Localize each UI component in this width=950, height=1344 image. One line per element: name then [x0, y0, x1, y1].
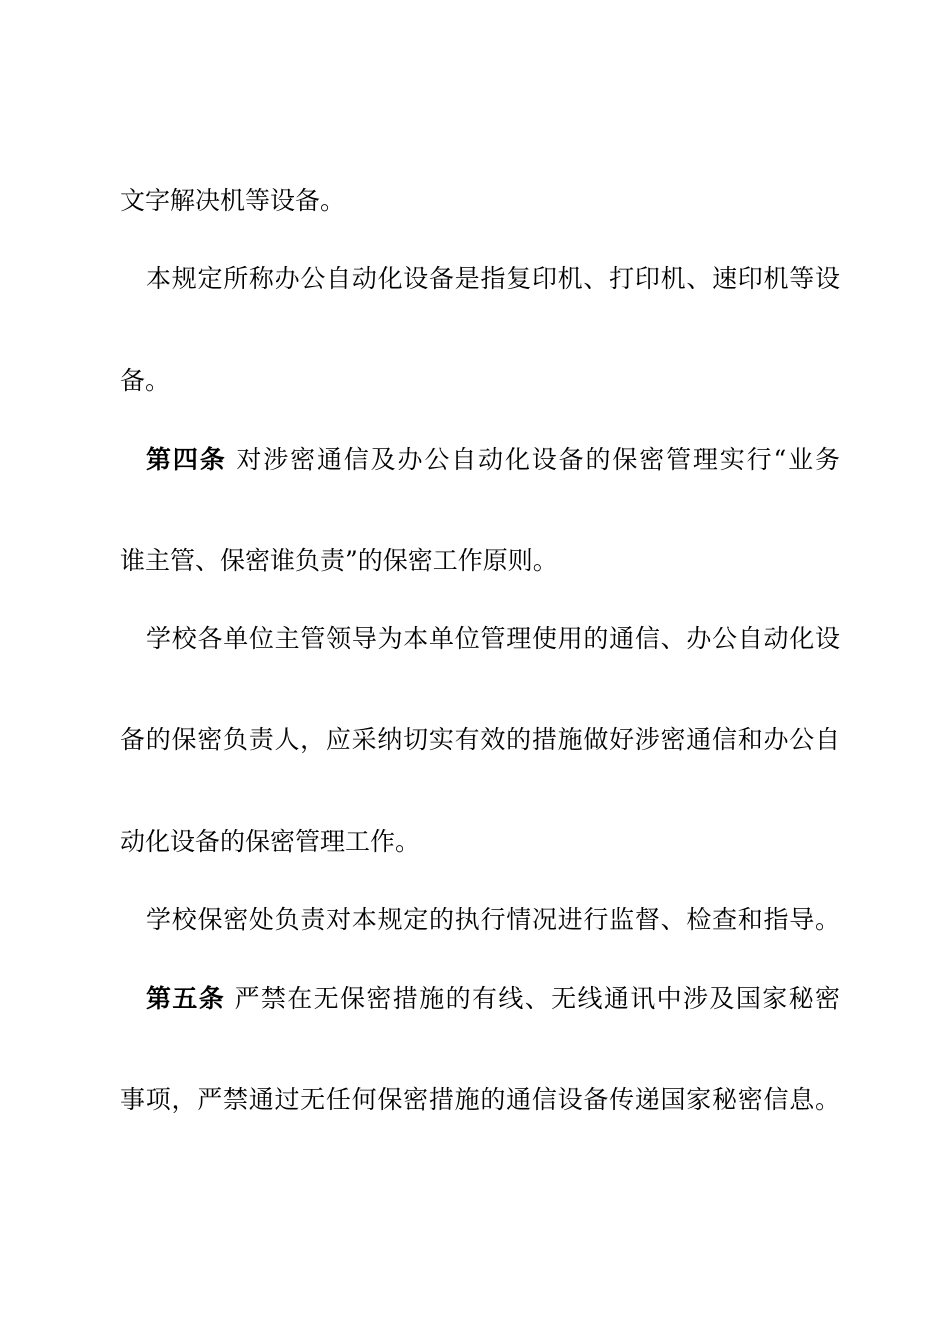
line-text: 动化设备的保密管理工作。 [120, 827, 421, 856]
paragraph-line [146, 622, 840, 656]
article-heading: 第五条 [146, 984, 226, 1013]
paragraph-line [120, 544, 840, 578]
line-text: 事项，严禁通过无任何保密措施的通信设备传递国家秘密信息。 [120, 1085, 840, 1114]
article-line [146, 982, 840, 1016]
paragraph-line [120, 364, 840, 398]
article-heading: 第四条 [146, 445, 227, 474]
paragraph-line [146, 262, 840, 296]
line-text: 对涉密通信及办公自动化设备的保密管理实行“业务 [236, 445, 840, 474]
line-text: 学校保密处负责对本规定的执行情况进行监督、检查和指导。 [146, 905, 840, 934]
line-text: 学校各单位主管领导为本单位管理使用的通信、办公自动化设 [146, 624, 840, 653]
paragraph-line [146, 903, 840, 937]
line-text: 谁主管、保密谁负责”的保密工作原则。 [120, 546, 558, 575]
paragraph-line [120, 1083, 840, 1117]
line-text: 文字解决机等设备。 [120, 186, 346, 215]
line-text: 备的保密负责人，应采纳切实有效的措施做好涉密通信和办公自 [120, 725, 840, 754]
line-text: 严禁在无保密措施的有线、无线通讯中涉及国家秘密 [234, 984, 840, 1013]
paragraph-line [120, 825, 840, 859]
article-line [146, 443, 840, 477]
line-text: 本规定所称办公自动化设备是指复印机、打印机、速印机等设 [146, 264, 840, 293]
paragraph-line [120, 184, 840, 218]
paragraph-line [120, 723, 840, 757]
line-text: 备。 [120, 366, 171, 395]
